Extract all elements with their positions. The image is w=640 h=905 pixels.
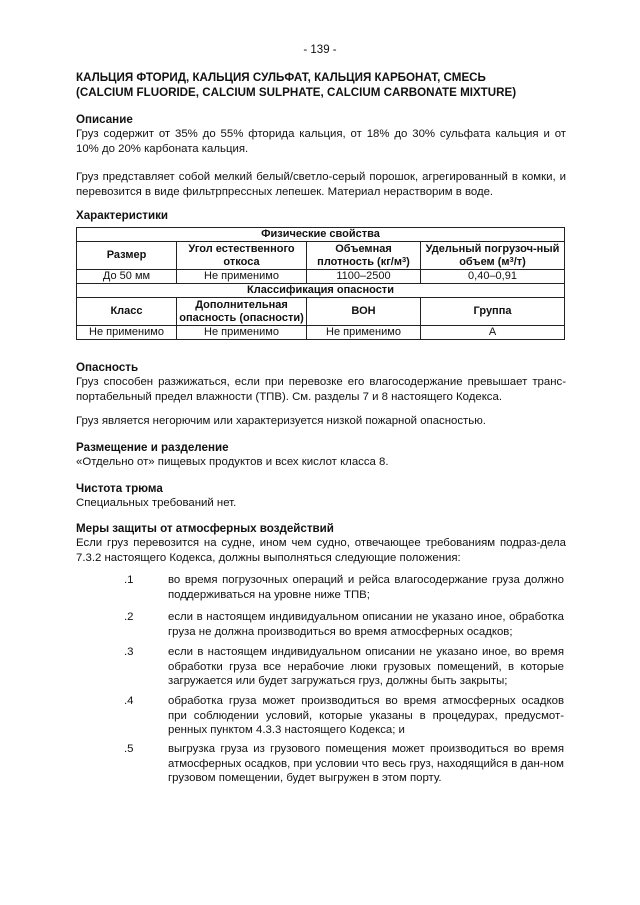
cargo-title [76, 71, 576, 100]
header-stowage-factor: Удельный погрузоч-ный объем $(м^3/т)$ [421, 242, 565, 270]
hazard-heading: Опасность [76, 361, 139, 374]
page-number: - 139 - [303, 44, 337, 56]
header-subsidiary-risk: Дополнительная опасность (опасности) [177, 298, 307, 326]
value-size: До 50 мм [77, 270, 177, 284]
list-item-text: обработка груза может производиться во время атмосферных осадков при соблюдении условий, которые указаны в процедурах, предусмот-ренных пунктом 4.3.3 настоящего Кодекса; и [168, 695, 564, 737]
header-mhb: ВОН [307, 298, 421, 326]
value-stowage-factor: 0,40–0,91 [421, 270, 565, 284]
header-group: Группа [421, 298, 565, 326]
value-repose-angle: Не применимо [177, 270, 307, 284]
list-item-number: .3 [124, 646, 134, 658]
list-item-number: .5 [124, 743, 134, 755]
characteristics-table [76, 227, 565, 340]
value-group: А [421, 326, 565, 340]
hold-cleanliness-heading: Чистота трюма [76, 482, 163, 495]
weather-precautions-heading: Меры защиты от атмосферных воздействий [76, 522, 334, 535]
title-line-ru: КАЛЬЦИЯ ФТОРИД, КАЛЬЦИЯ СУЛЬФАТ, КАЛЬЦИЯ КАРБОНАТ, СМЕСЬ [76, 71, 486, 84]
characteristics-heading: Характеристики [76, 209, 169, 222]
list-item-number: .1 [124, 574, 134, 586]
list-item-text: выгрузка груза из грузового помещения может производиться во время атмосферных осадков, при условии что весь груз, находящийся в дан-ном грузовом помещении, будет выгружен в этом порту. [168, 743, 564, 785]
title-line-en: (CALCIUM FLUORIDE, CALCIUM SULPHATE, CALCIUM CARBONATE MIXTURE) [76, 85, 517, 99]
value-bulk-density: 1100–2500 [307, 270, 421, 284]
list-item-number: .2 [124, 611, 134, 623]
header-size: Размер [77, 242, 177, 270]
hold-cleanliness-text: Специальных требований нет. [76, 497, 237, 509]
list-item-text: во время погрузочных операций и рейса влагосодержание груза должно поддерживаться на уровне ниже ТПВ; [168, 574, 564, 601]
weather-intro: Если груз перевозится на судне, ином чем судно, отвечающее требованиям подраз-дела 7.3.2 настоящего Кодекса, должны выполняться следующие положения: [76, 537, 566, 564]
hazard-classification-title: Классификация опасности [77, 284, 565, 298]
description-heading: Описание [76, 113, 133, 126]
value-mhb: Не применимо [307, 326, 421, 340]
list-item-number: .4 [124, 695, 134, 707]
value-subsidiary-risk: Не применимо [177, 326, 307, 340]
description-paragraph-2: Груз представляет собой мелкий белый/светло-серый порошок, агрегированный в комки, и перевозится в виде фильтрпрессных лепешек. Материал нерастворим в воде. [76, 171, 566, 198]
list-item-text: если в настоящем индивидуальном описании не указано иное, во время обработки груза все нерабочие люки грузовых помещений, в которые загружается или будет загружаться груз, должны быть закрыты; [168, 646, 564, 688]
header-class: Класс [77, 298, 177, 326]
header-repose-angle: Угол естественного откоса [177, 242, 307, 270]
header-bulk-density: Объемная плотность $(кг/м^3)$ [307, 242, 421, 270]
hazard-paragraph-2: Груз является негорючим или характеризуется низкой пожарной опасностью. [76, 415, 486, 427]
value-class: Не применимо [77, 326, 177, 340]
stowage-heading: Размещение и разделение [76, 441, 229, 454]
stowage-text: «Отдельно от» пищевых продуктов и всех кислот класса 8. [76, 456, 389, 468]
physical-properties-title: Физические свойства [77, 228, 565, 242]
hazard-paragraph-1: Груз способен разжижаться, если при перевозке его влагосодержание превышает транс-портабельный предел влажности (ТПВ). См. разделы 7 и 8 настоящего Кодекса. [76, 376, 566, 403]
description-paragraph-1: Груз содержит от 35% до 55% фторида кальция, от 18% до 30% сульфата кальция и от 10% до 20% карбоната кальция. [76, 128, 566, 155]
list-item-text: если в настоящем индивидуальном описании не указано иное, обработка груза не должна производиться во время атмосферных осадков; [168, 611, 564, 638]
